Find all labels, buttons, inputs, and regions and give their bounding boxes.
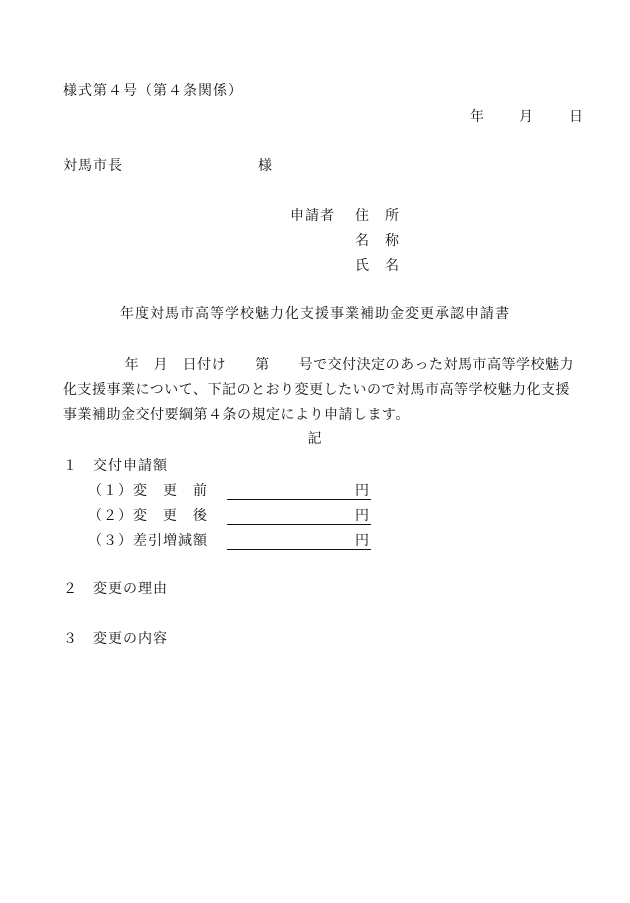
applicant-person-label: 氏 名 [355,258,400,274]
amount-difference-unit: 円 [355,533,369,549]
ki-heading: 記 [307,431,323,447]
date-month: 月 [519,109,534,125]
form-number: 様式第４号（第４条関係） [63,83,243,99]
section-2-heading: ２ 変更の理由 [63,581,168,597]
amount-after-label: （２）変 更 後 [88,508,208,524]
amount-after-unit: 円 [355,508,369,524]
amount-difference-field[interactable] [227,532,371,550]
amount-before-field[interactable] [227,482,371,500]
applicant-address-label: 住 所 [355,208,400,224]
addressee: 対馬市長 [63,158,123,174]
applicant-name-label: 名 称 [355,233,400,249]
date-year: 年 [470,109,485,125]
amount-before-label: （１）変 更 前 [88,483,208,499]
amount-difference-label: （３）差引増減額 [88,533,208,549]
document-title: 年度対馬市高等学校魅力化支援事業補助金変更承認申請書 [120,306,510,322]
amount-before-unit: 円 [355,483,369,499]
section-3-heading: ３ 変更の内容 [63,631,168,647]
honorific: 様 [258,158,273,174]
amount-after-field[interactable] [227,507,371,525]
section-1-heading: １ 交付申請額 [63,458,168,474]
applicant-label: 申請者 [290,208,335,224]
body-paragraph: 年 月 日付け 第 号で交付決定のあった対馬市高等学校魅力化支援事業について、下記のとおり変更したいので対馬市高等学校魅力化支援事業補助金交付要綱第４条の規定により申請します。 [63,357,574,423]
date-day: 日 [569,109,584,125]
